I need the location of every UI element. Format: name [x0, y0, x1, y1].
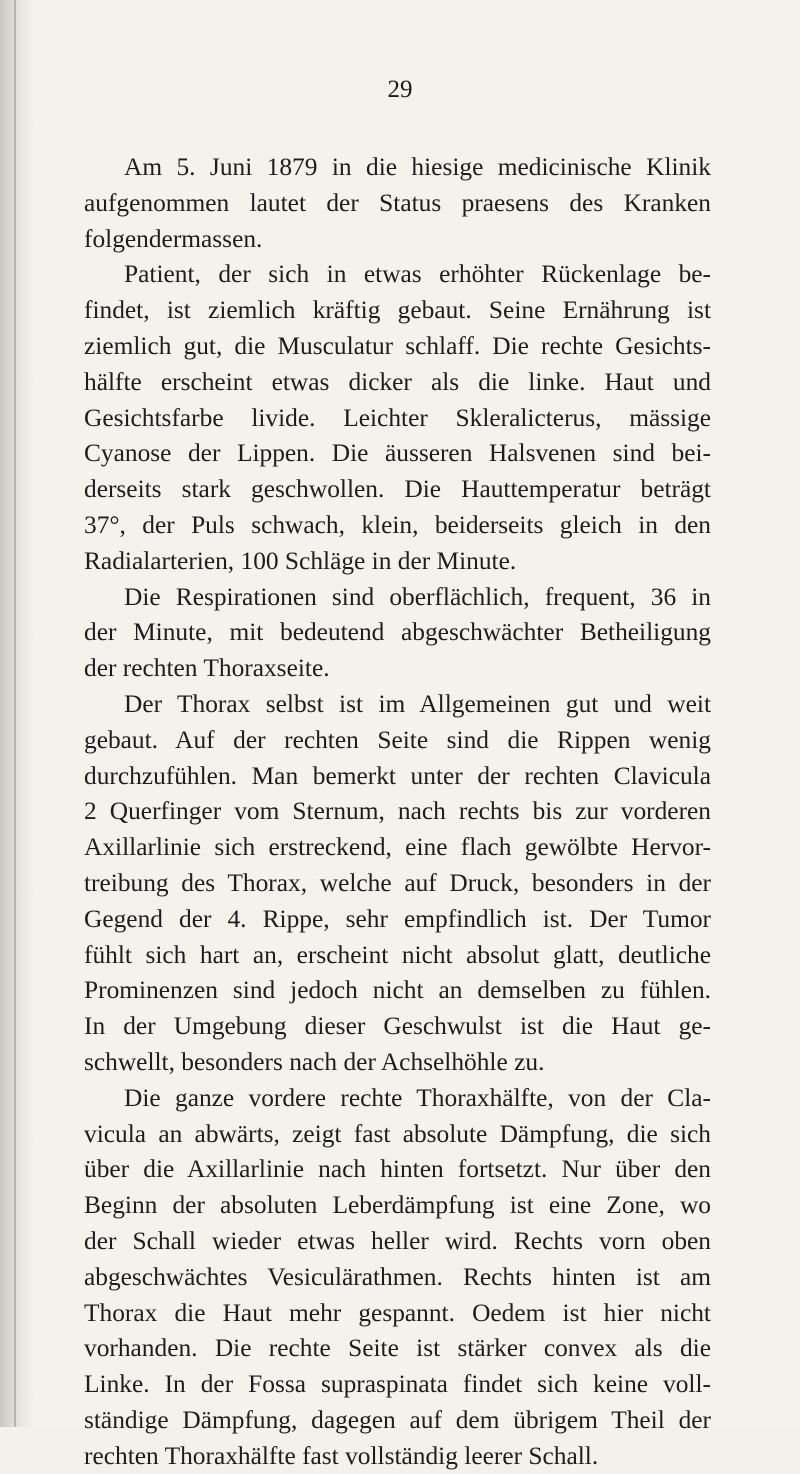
text-line: ständige Dämpfung, dagegen auf dem übrigem Theil der — [84, 1405, 711, 1434]
text-line: Gesichtsfarbe livide. Leichter Skleralicterus, mässige — [84, 403, 711, 432]
text-line: Radialarterien, 100 Schläge in der Minute. — [84, 546, 517, 575]
text-line: ziemlich gut, die Musculatur schlaff. Die rechte Gesichts- — [84, 331, 711, 360]
text-line: der Minute, mit bedeutend abgeschwächter Betheiligung — [84, 618, 711, 647]
body-text — [84, 150, 711, 1474]
text-line: über die Axillarlinie nach hinten fortsetzt. Nur über den — [84, 1155, 711, 1184]
text-line: Thorax die Haut mehr gespannt. Oedem ist hier nicht — [84, 1298, 711, 1327]
text-line: rechten Thoraxhälfte fast vollständig leerer Schall. — [84, 1441, 599, 1470]
text-line: der rechten Thoraxseite. — [84, 654, 330, 683]
text-line: Linke. In der Fossa supraspinata findet sich keine voll- — [84, 1370, 711, 1399]
text-line: der Schall wieder etwas heller wird. Rechts vorn oben — [84, 1226, 711, 1255]
text-line: treibung des Thorax, welche auf Druck, besonders in der — [84, 868, 711, 897]
text-line: schwellt, besonders nach der Achselhöhle zu. — [84, 1047, 545, 1076]
text-line: Axillarlinie sich erstreckend, eine flach gewölbte Hervor- — [84, 833, 711, 862]
text-line: Gegend der 4. Rippe, sehr empfindlich ist. Der Tumor — [84, 904, 711, 933]
text-line: findet, ist ziemlich kräftig gebaut. Seine Ernährung ist — [84, 296, 711, 325]
text-line: Cyanose der Lippen. Die äusseren Halsvenen sind bei- — [84, 439, 711, 468]
binding-gutter-line — [14, 0, 16, 1427]
text-line: derseits stark geschwollen. Die Hauttemperatur beträgt — [84, 475, 711, 504]
text-line: durchzufühlen. Man bemerkt unter der rechten Clavicula — [84, 761, 711, 790]
text-line: Beginn der absoluten Leberdämpfung ist eine Zone, wo — [84, 1191, 711, 1220]
text-line: Patient, der sich in etwas erhöhter Rückenlage be- — [124, 260, 711, 289]
page-number: 29 — [387, 76, 413, 103]
text-line: Prominenzen sind jedoch nicht an demselben zu fühlen. — [84, 976, 711, 1005]
text-line: hälfte erscheint etwas dicker als die linke. Haut und — [84, 367, 711, 396]
text-line: 2 Querfinger vom Sternum, nach rechts bis zur vorderen — [84, 797, 711, 826]
text-line: vorhanden. Die rechte Seite ist stärker convex als die — [84, 1334, 711, 1363]
text-line: vicula an abwärts, zeigt fast absolute Dämpfung, die sich — [84, 1119, 711, 1148]
text-line: aufgenommen lautet der Status praesens des Kranken — [84, 188, 711, 217]
text-line: abgeschwächtes Vesiculärathmen. Rechts hinten ist am — [84, 1262, 711, 1291]
binding-gutter-shadow — [0, 0, 34, 1427]
text-line: Die Respirationen sind oberflächlich, frequent, 36 in — [124, 582, 711, 611]
text-line: folgendermassen. — [84, 224, 263, 253]
text-line: Der Thorax selbst ist im Allgemeinen gut und weit — [124, 689, 711, 718]
text-line: In der Umgebung dieser Geschwulst ist die Haut ge- — [84, 1012, 711, 1041]
text-line: fühlt sich hart an, erscheint nicht absolut glatt, deutliche — [84, 940, 711, 969]
text-line: Am 5. Juni 1879 in die hiesige medicinische Klinik — [124, 153, 711, 181]
text-line: gebaut. Auf der rechten Seite sind die Rippen wenig — [84, 725, 711, 754]
text-line: Die ganze vordere rechte Thoraxhälfte, von der Cla- — [124, 1083, 711, 1112]
text-line: 37°, der Puls schwach, klein, beiderseits gleich in den — [84, 510, 711, 539]
